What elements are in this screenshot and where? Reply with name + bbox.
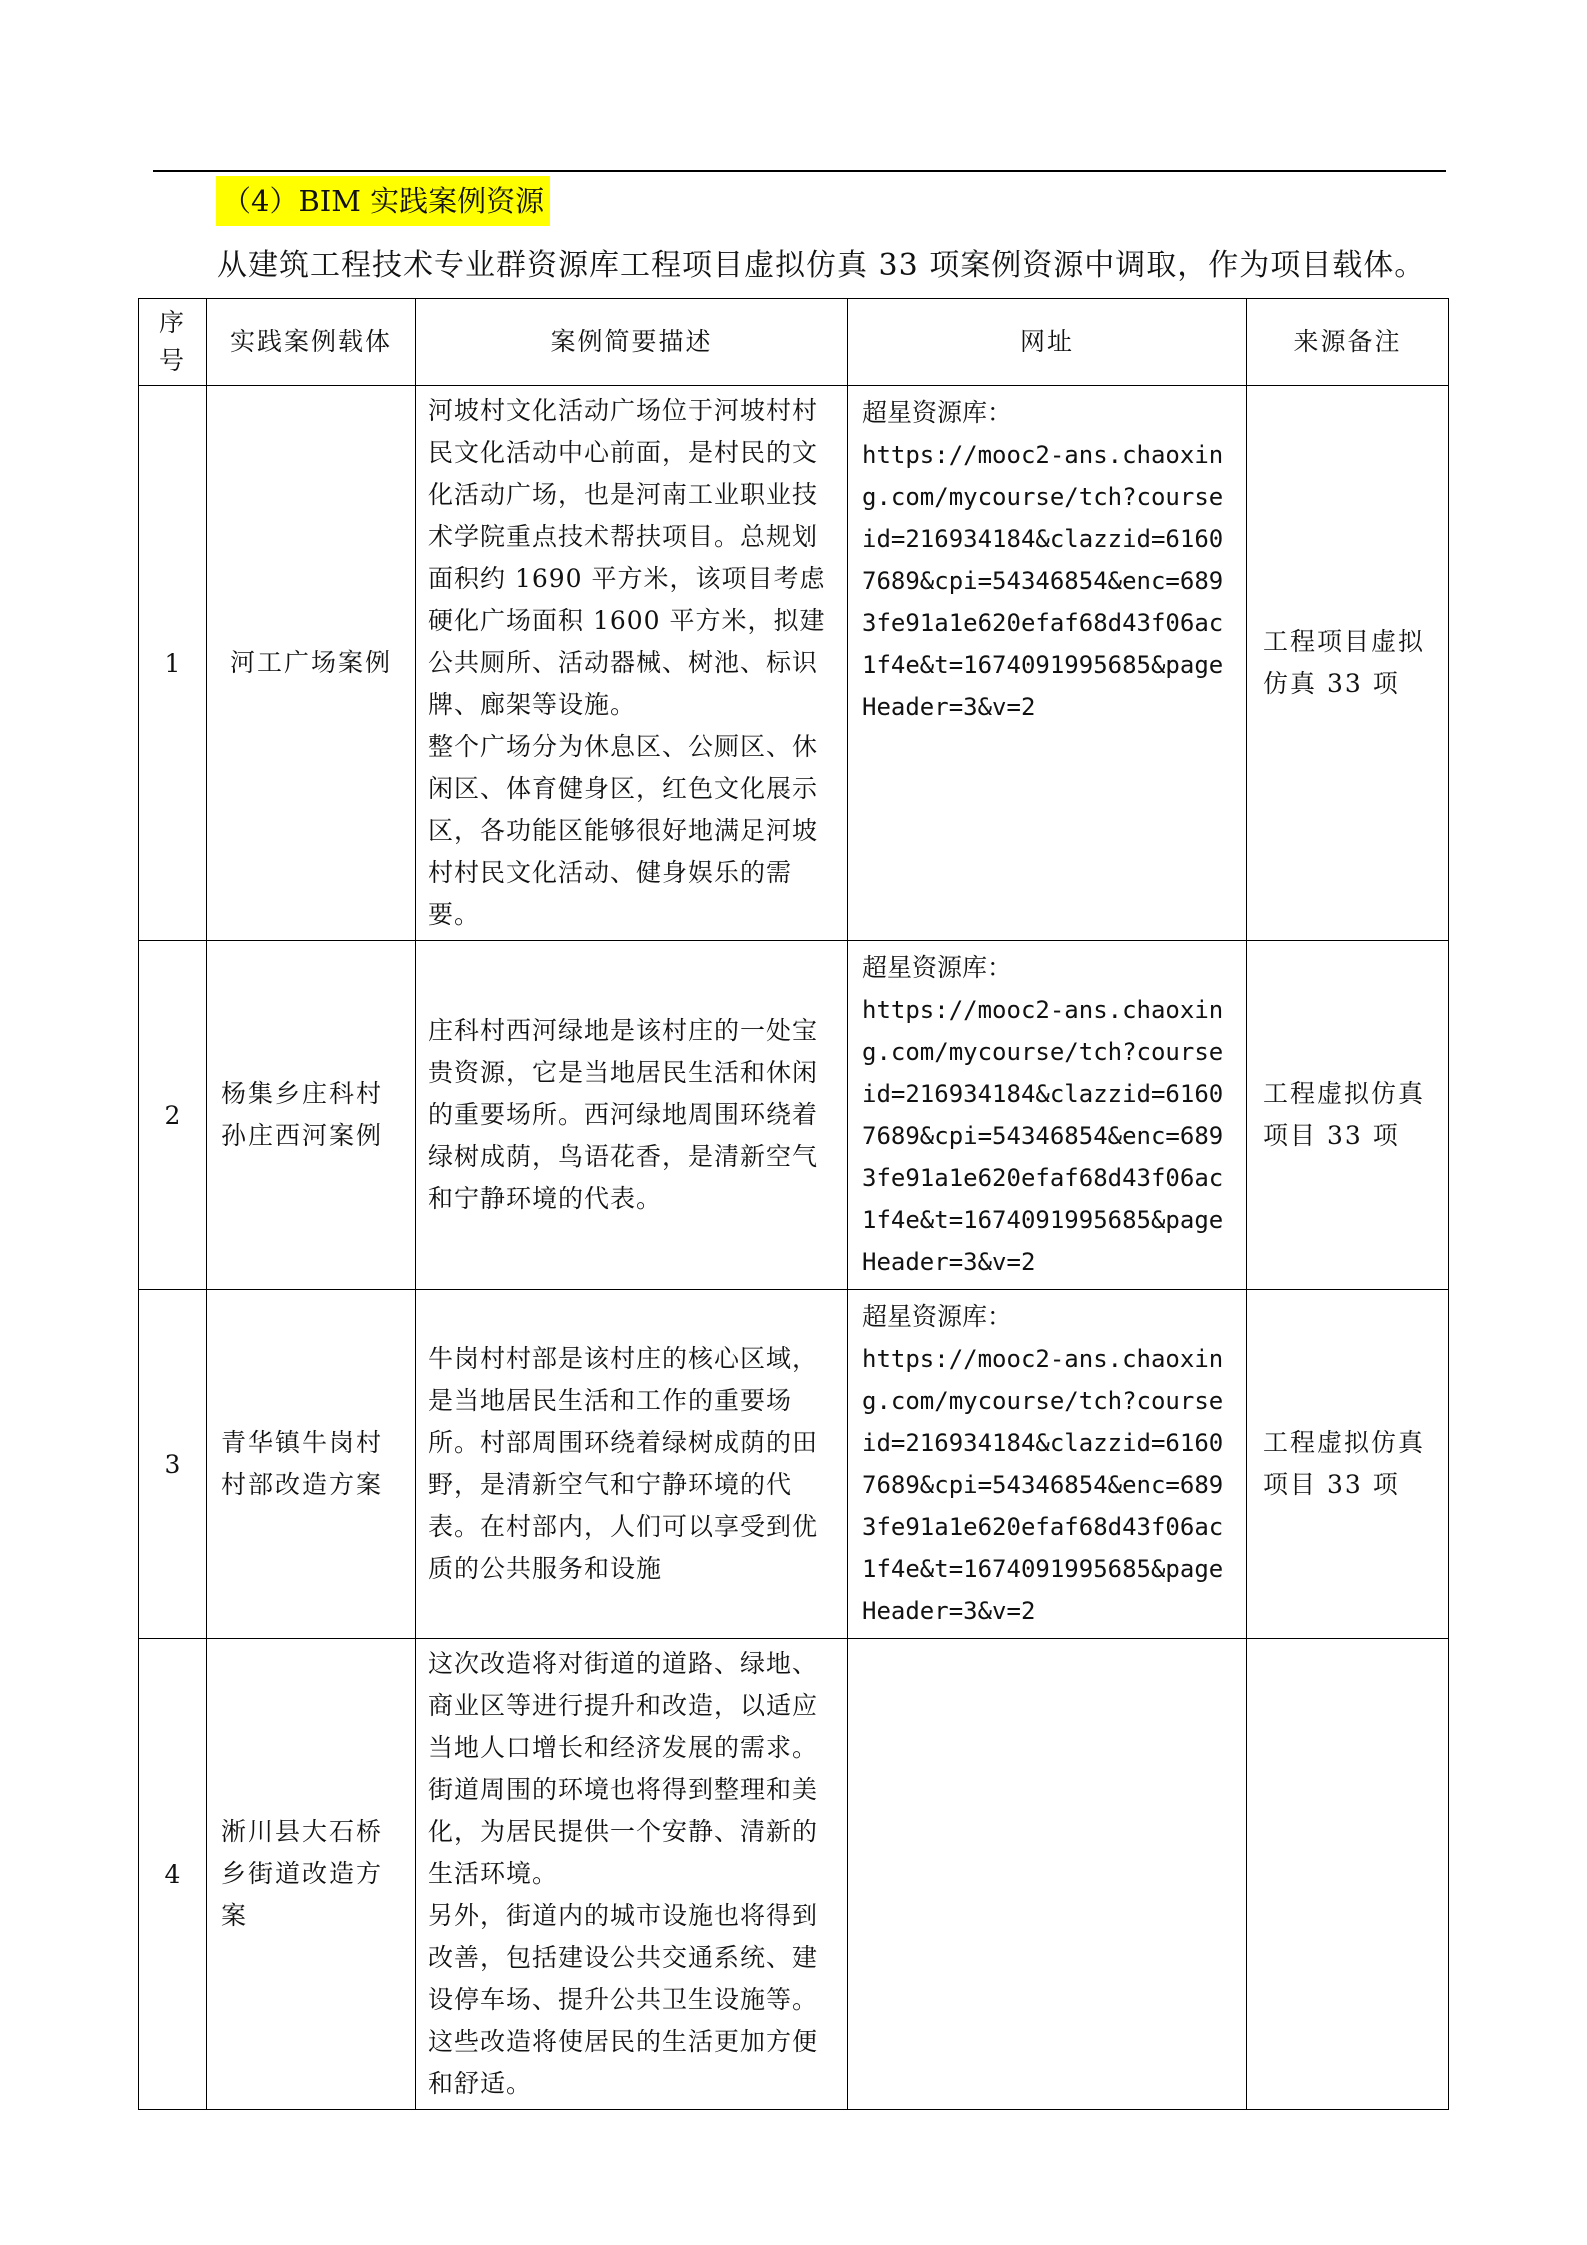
desc-paragraph: 另外，街道内的城市设施也将得到改善，包括建设公共交通系统、建设停车场、提升公共卫生设施等。这些改造将使居民的生活更加方便和舒适。: [428, 1901, 819, 2098]
table-row: [139, 1639, 1449, 2110]
cell-url: [848, 1290, 1247, 1639]
cell-url: [848, 941, 1247, 1290]
cell-desc: [416, 941, 848, 1290]
resource-link[interactable]: https://mooc2-ans.chaoxing.com/mycourse/tch?courseid=216934184&clazzid=61607689&cpi=54346854&enc=6893fe91a1e620efaf68d43f06ac1f4e&t=1674091995685&pageHeader=3&v=2: [862, 441, 1224, 721]
cell-carrier: 杨集乡庄科村孙庄西河案例: [207, 941, 416, 1290]
cell-source: 工程虚拟仿真项目 33 项: [1247, 1290, 1449, 1639]
cell-url: [848, 1639, 1247, 2110]
cell-source: [1247, 1639, 1449, 2110]
case-table: [138, 298, 1449, 2110]
cell-source: 工程项目虚拟仿真 33 项: [1247, 386, 1449, 941]
desc-paragraph: 河坡村文化活动广场位于河坡村村民文化活动中心前面，是村民的文化活动广场，也是河南工业职业技术学院重点技术帮扶项目。总规划面积约 1690 平方米，该项目考虑硬化广场面积 1600 平方米，拟建公共厕所、活动器械、树池、标识牌、廊架等设施。: [428, 396, 826, 719]
header-seq: 序号: [139, 299, 207, 386]
table-row: [139, 386, 1449, 941]
cell-source: 工程虚拟仿真项目 33 项: [1247, 941, 1449, 1290]
cell-carrier: 淅川县大石桥乡街道改造方案: [207, 1639, 416, 2110]
desc-paragraph: 牛岗村村部是该村庄的核心区域，是当地居民生活和工作的重要场所。村部周围环绕着绿树成荫的田野，是清新空气和宁静环境的代表。在村部内，人们可以享受到优质的公共服务和设施: [428, 1344, 819, 1583]
cell-desc: [416, 1639, 848, 2110]
header-rule: [153, 170, 1446, 172]
url-label: 超星资源库：: [862, 398, 1013, 427]
cell-url: [848, 386, 1247, 941]
desc-paragraph: 整个广场分为休息区、公厕区、休闲区、体育健身区，红色文化展示区，各功能区能够很好地满足河坡村村民文化活动、健身娱乐的需要。: [428, 732, 819, 929]
header-carrier: 实践案例载体: [207, 299, 416, 386]
url-label: 超星资源库：: [862, 953, 1013, 982]
table-row: [139, 1290, 1449, 1639]
cell-seq: 2: [139, 941, 207, 1290]
header-source: 来源备注: [1247, 299, 1449, 386]
cell-seq: 1: [139, 386, 207, 941]
desc-paragraph: 庄科村西河绿地是该村庄的一处宝贵资源，它是当地居民生活和休闲的重要场所。西河绿地周围环绕着绿树成荫，鸟语花香，是清新空气和宁静环境的代表。: [428, 1016, 819, 1213]
table-row: [139, 941, 1449, 1290]
cell-desc: [416, 386, 848, 941]
section-heading: （4）BIM 实践案例资源: [216, 176, 550, 226]
url-label: 超星资源库：: [862, 1302, 1013, 1331]
table-header-row: [139, 299, 1449, 386]
cell-seq: 3: [139, 1290, 207, 1639]
cell-carrier: 青华镇牛岗村村部改造方案: [207, 1290, 416, 1639]
cell-desc: [416, 1290, 848, 1639]
header-desc: 案例简要描述: [416, 299, 848, 386]
header-url: 网址: [848, 299, 1247, 386]
resource-link[interactable]: https://mooc2-ans.chaoxing.com/mycourse/tch?courseid=216934184&clazzid=61607689&cpi=54346854&enc=6893fe91a1e620efaf68d43f06ac1f4e&t=1674091995685&pageHeader=3&v=2: [862, 996, 1224, 1276]
intro-paragraph: 从建筑工程技术专业群资源库工程项目虚拟仿真 33 项案例资源中调取，作为项目载体。: [217, 248, 1426, 283]
cell-seq: 4: [139, 1639, 207, 2110]
cell-carrier: 河工广场案例: [207, 386, 416, 941]
desc-paragraph: 这次改造将对街道的道路、绿地、商业区等进行提升和改造，以适应当地人口增长和经济发展的需求。街道周围的环境也将得到整理和美化，为居民提供一个安静、清新的生活环境。: [428, 1649, 819, 1888]
resource-link[interactable]: https://mooc2-ans.chaoxing.com/mycourse/tch?courseid=216934184&clazzid=61607689&cpi=54346854&enc=6893fe91a1e620efaf68d43f06ac1f4e&t=1674091995685&pageHeader=3&v=2: [862, 1345, 1224, 1625]
